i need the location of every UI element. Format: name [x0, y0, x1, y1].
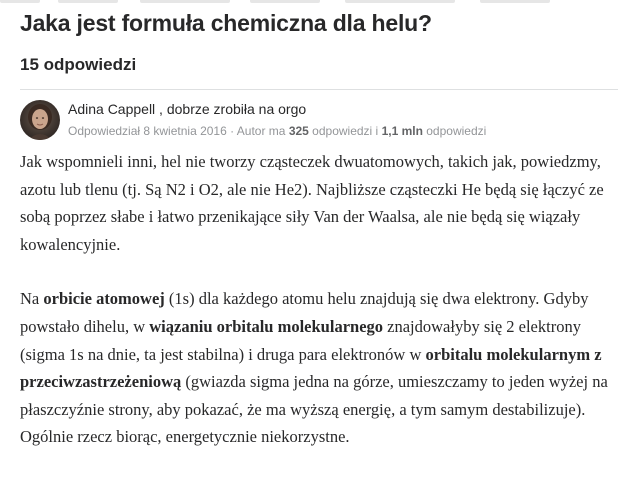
- answer-paragraph-2: [20, 285, 625, 451]
- question-title[interactable]: Jaka jest formuła chemiczna dla helu?: [20, 10, 432, 36]
- author-answers-count: 325: [288, 124, 309, 138]
- author-avatar[interactable]: [20, 100, 60, 140]
- p2-text-2: (1s) dla każdego atomu helu znajdują się dwa elektrony. Gdyby powstało dihelu, w: [20, 289, 589, 336]
- avatar-photo-icon: [20, 100, 60, 140]
- author-line: [68, 101, 306, 117]
- author-credential: , dobrze zrobiła na orgo: [155, 101, 307, 117]
- author-prefix: Autor ma: [236, 124, 289, 138]
- answer-meta: [68, 124, 486, 138]
- divider: [20, 89, 618, 90]
- p2-text-4: (gwiazda sigma jedna na górze, umieszczamy to jeden wyżej na płaszczyźnie strony, aby pokazać, że ma wyższą energię, a tym samym destabilizuje). Ogólnie rzecz biorąc, energetycznie niekorzystne.: [20, 372, 608, 447]
- p2-text-1: Na: [20, 289, 44, 309]
- author-views-count: 1,1 mln: [381, 124, 423, 138]
- p2-bold-atomic-orbital: orbicie atomowej: [43, 289, 165, 309]
- answer-paragraph-1: Jak wspomnieli inni, hel nie tworzy cząsteczek dwuatomowych, takich jak, powiedzmy, azotu lub tlenu (tj. Są N2 i O2, ale nie He2). Najbliższe cząsteczki He będą się łączyć ze sobą poprzez słabe i łatwo przenikające siły Van der Waalsa, ale nie będą się wiązały kowalencyjnie.: [20, 152, 604, 254]
- answered-date[interactable]: Odpowiedział 8 kwietnia 2016: [68, 124, 227, 138]
- answer-body: [20, 148, 625, 451]
- views-label: odpowiedzi: [422, 124, 487, 138]
- top-nav-remnant: [0, 0, 638, 3]
- meta-separator: ·: [226, 124, 237, 138]
- answer-count: 15 odpowiedzi: [20, 55, 137, 74]
- p2-text-3: znajdowałyby się 2 elektrony (sigma 1s na dnie, ta jest stabilna) i druga para elektronów w: [20, 316, 581, 364]
- p2-bold-bonding-orbital: wiązaniu orbitalu molekularnego: [149, 316, 384, 336]
- answers-label: odpowiedzi i: [308, 124, 382, 138]
- p2-bold-antibonding-orbital: orbitalu molekularnym z przeciwzastrzeżeniową: [20, 344, 602, 392]
- author-name[interactable]: Adina Cappell: [68, 101, 156, 117]
